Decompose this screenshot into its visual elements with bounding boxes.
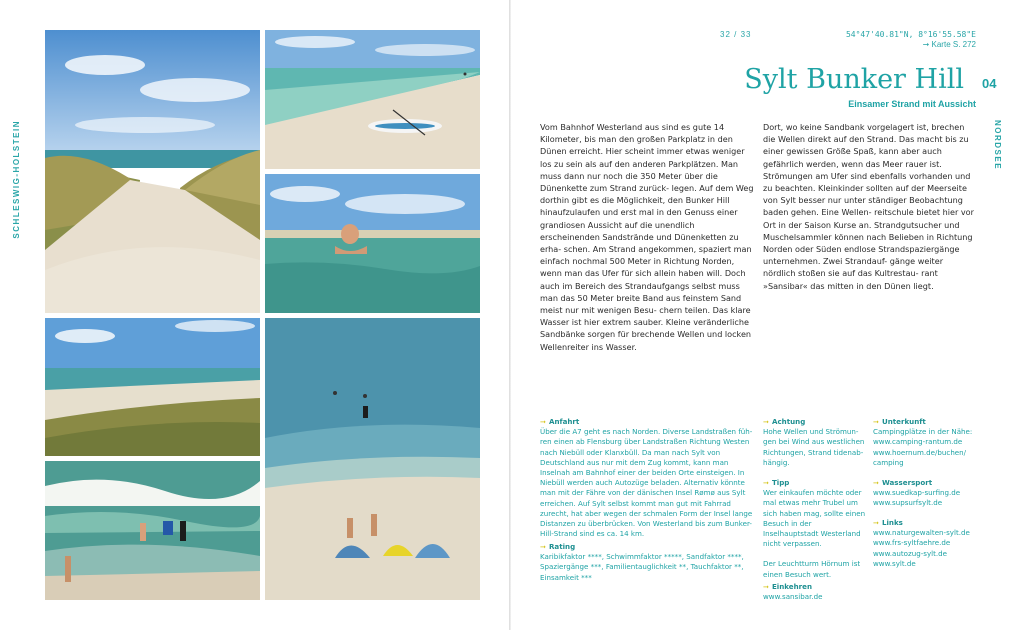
- links-heading: Links: [881, 518, 903, 527]
- arrow-icon: ➞: [763, 478, 769, 487]
- info-tipp: [763, 478, 867, 580]
- links-link[interactable]: www.naturgewalten-sylt.de: [873, 528, 970, 538]
- tipp-text-2: Der Leuchtturm Hörnum ist einen Besuch wert.: [763, 559, 861, 579]
- arrow-icon: ➞: [763, 417, 769, 426]
- links-link[interactable]: www.autozug-sylt.de: [873, 548, 948, 558]
- page-numbers: 32 / 33: [720, 30, 752, 39]
- body-text-column-2: Dort, wo keine Sandbank vorgelagert ist, brechen die Wellen direkt auf den Strand. Das macht bis zu einer gewissen Größe Spaß, kann aber auch gefährlich werden, wenn das Meer rauer ist. Strömungen am Ufer sind ebenfalls vorhanden und zu beachten. Kleinkinder sollten auf der Meerseite von Sylt besser nur unter ständiger Beobachtung baden gehen. Eine Wellen- reitschule bietet hier vor Ort in der Saison Kurse an. Strandgutsucher und Muschelsammler können nach Belieben in Richtung Norden oder Süden endlose Strandspaziergänge unternehmen. Zwei Strandauf- gänge weiter nördlich stoßen sie auf das Kultrestau- rant »Sansibar« das mitten in den Dünen liegt.: [763, 122, 974, 291]
- unterkunft-link[interactable]: www.hoernum.de/buchen/: [873, 447, 967, 457]
- info-einkehren: [763, 582, 867, 602]
- photo-beach-tents: [265, 318, 480, 600]
- photo-beach-overview: [45, 318, 260, 456]
- photo-dune-path: [45, 30, 260, 313]
- unterkunft-line: Campingplätze in der Nähe:: [873, 427, 973, 437]
- region-label: SCHLESWIG-HOLSTEIN: [12, 120, 21, 239]
- arrow-icon: ➞: [873, 417, 879, 426]
- tipp-heading: Tipp: [771, 478, 790, 487]
- wassersport-link[interactable]: www.supsurfsylt.de: [873, 498, 943, 508]
- photo-beach-sup-board: [265, 30, 480, 169]
- achtung-heading: Achtung: [771, 417, 806, 426]
- sea-label: NORDSEE: [993, 120, 1002, 171]
- info-rating: [540, 542, 754, 583]
- map-reference[interactable]: ➞ Karte S. 272: [922, 40, 976, 49]
- tipp-text-1: Wer einkaufen möchte oder mal etwas mehr Trubel um sich haben mag, sollte einen Besuch in der Inselhauptstadt Westerland nicht verpassen.: [763, 488, 866, 549]
- unterkunft-heading: Unterkunft: [881, 417, 926, 426]
- links-link[interactable]: www.frs-syltfaehre.de: [873, 538, 951, 548]
- rating-text: Karibikfaktor ****, Schwimmfaktor *****, Sandfaktor ****, Spaziergänge ***, Familientauglichkeit **, Tauchfaktor **, Einsamkeit ***: [540, 552, 744, 582]
- info-anfahrt: [540, 417, 754, 539]
- info-achtung: [763, 417, 867, 468]
- info-wassersport: [873, 478, 983, 509]
- rating-heading: Rating: [548, 542, 576, 551]
- photo-man-swimming: [265, 174, 480, 313]
- arrow-icon: ➞: [873, 478, 879, 487]
- achtung-text: Hohe Wellen und Strömun- gen bei Wind aus westlichen Richtungen, Strand tidenab- hängig.: [763, 427, 865, 467]
- info-unterkunft: [873, 417, 983, 468]
- arrow-icon: ➞: [540, 542, 546, 551]
- anfahrt-text: Über die A7 geht es nach Norden. Diverse Landstraßen füh- ren einen ab Flensburg über Landstraßen Richtung Westen nach Niebüll oder Klanxbüll. Da man nach Sylt von Deutschland aus nur mit dem Zug kommt, kann man Inselnah am Bahnhof einer der beiden Orte einsteigen. In Niebüll werden auch Autozüge beladen. Alternativ könnte man mit der Fähre von der dänischen Insel Rømø aus Sylt erreichen. Auf Sylt selbst kommt man gut mit Fahrrad zurecht, hat aber wegen der schmalen Form der Insel lange Distanzen zu überbrücken. Von Westerland bis zum Bunker-Hill-Strand sind es ca. 14 km.: [540, 427, 753, 539]
- einkehren-link[interactable]: www.sansibar.de: [763, 592, 823, 602]
- body-text-column-1: Vom Bahnhof Westerland aus sind es gute 14 Kilometer, bis man den großen Parkplatz in den Dünen erreicht. Hier scheint immer etwas weniger los zu sein als auf den anderen Parkplätzen. Man muss dann nur noch die 350 Meter über die Dünenkette zum Strand zurück- legen. Auf dem Weg dorthin gibt es die Möglichkeit, den Bunker Hill hinaufzulaufen und erst mal in den Genuss einer grandiosen Aussicht auf die unendlich erscheinenden Sandstrände und Dünenketten zu erha- schen. Am Strand angekommen, spaziert man einfach nochmal 500 Meter in Richtung Norden, wenn man das Ufer für sich allein haben will. Doch auch im Bereich des Strandaufgangs selbst muss man das 50 Meter breite Band aus feinstem Sand meist nur mit wenigen Besu- chern teilen. Das klare Wasser ist hier extrem sauber. Kleine veränderliche Sandbänke sorgen für brechende Wellen und locken Wellenreiter ins Wasser.: [540, 122, 754, 352]
- arrow-icon: ➞: [540, 417, 546, 426]
- anfahrt-heading: Anfahrt: [548, 417, 580, 426]
- photo-waves-people: [45, 461, 260, 600]
- einkehren-heading: Einkehren: [771, 582, 813, 591]
- arrow-icon: ➞: [873, 518, 879, 527]
- page-title: Sylt Bunker Hill: [744, 64, 964, 95]
- wassersport-heading: Wassersport: [881, 478, 933, 487]
- page-subtitle: Einsamer Strand mit Aussicht: [848, 99, 976, 109]
- arrow-icon: ➞: [763, 582, 769, 591]
- wassersport-link[interactable]: www.suedkap-surfing.de: [873, 488, 961, 498]
- unterkunft-link[interactable]: www.camping-rantum.de: [873, 437, 963, 447]
- gps-coordinates: 54°47'40.81"N, 8°16'55.58"E: [845, 30, 976, 39]
- info-links: [873, 518, 983, 569]
- unterkunft-link[interactable]: camping: [873, 457, 904, 467]
- entry-number: 04: [982, 76, 997, 91]
- links-link[interactable]: www.sylt.de: [873, 558, 916, 568]
